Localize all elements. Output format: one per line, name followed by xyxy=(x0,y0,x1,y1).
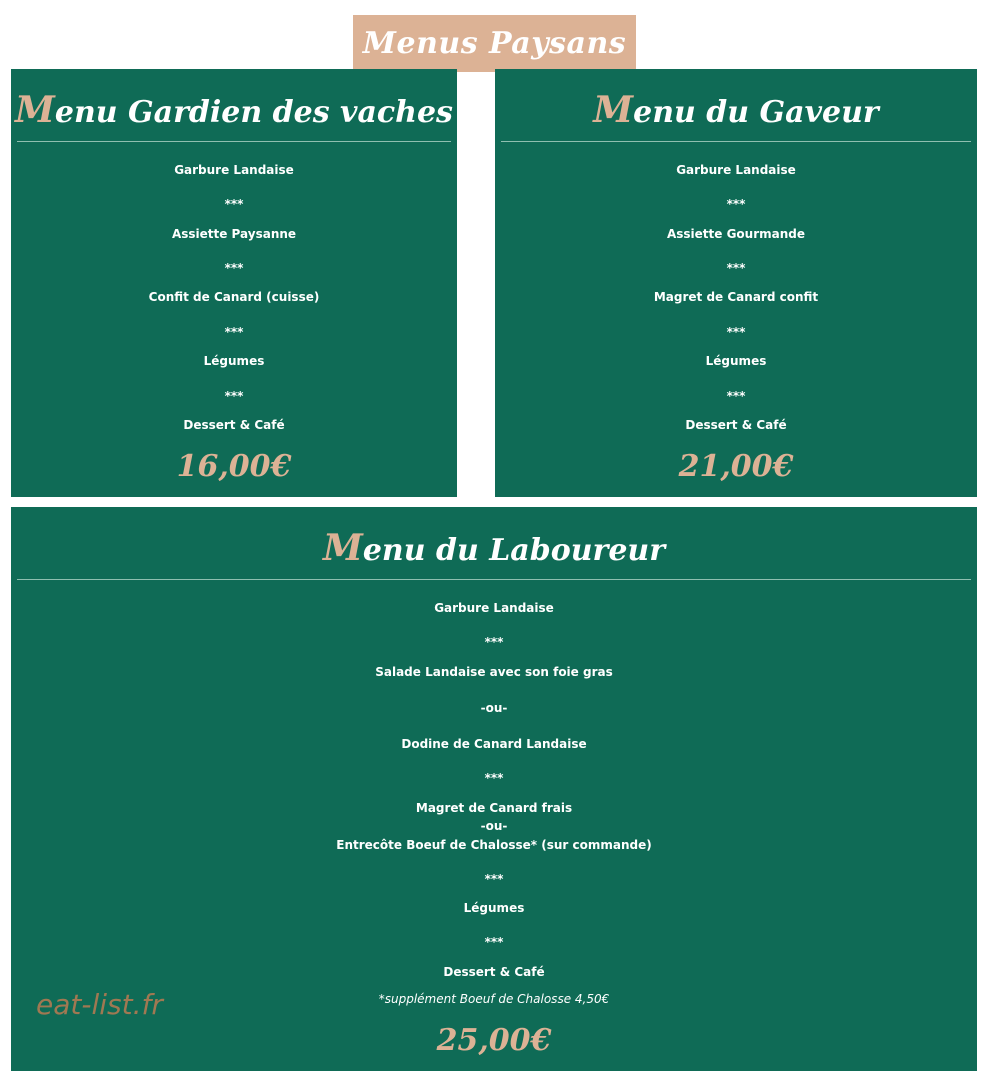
menu-title-rest: enu Gardien des vaches xyxy=(54,95,453,130)
menu-item: Assiette Gourmande xyxy=(666,227,806,241)
menu-title-initial: M xyxy=(15,89,55,131)
menu-title-initial: M xyxy=(322,527,363,569)
menu-item: Garbure Landaise xyxy=(174,163,294,177)
menu-laboureur-panel xyxy=(11,507,977,1071)
menu-separator: *** xyxy=(484,935,504,949)
menu-separator: *** xyxy=(224,389,244,403)
menu-alternative: -ou- xyxy=(480,701,508,715)
menu-item: Légumes xyxy=(705,354,767,368)
menu-item: Dodine de Canard Landaise xyxy=(401,737,587,751)
menu-price: 25,00€ xyxy=(436,1023,552,1058)
menu-item: Légumes xyxy=(463,901,525,915)
menu-item: Magret de Canard frais xyxy=(415,801,573,815)
menu-item: Salade Landaise avec son foie gras xyxy=(375,665,613,679)
menu-gardien-panel xyxy=(11,69,457,497)
menu-separator: *** xyxy=(484,771,504,785)
menu-separator: *** xyxy=(726,389,746,403)
menu-title-initial: M xyxy=(593,89,634,131)
watermark-text: eat-list.fr xyxy=(36,988,163,1021)
menu-title-rest: enu du Laboureur xyxy=(362,533,666,568)
menu-separator: *** xyxy=(484,635,504,649)
menu-separator: *** xyxy=(224,197,244,211)
menu-title-rest: enu du Gaveur xyxy=(633,95,879,130)
menu-item: Confit de Canard (cuisse) xyxy=(148,290,320,304)
menu-separator: *** xyxy=(224,261,244,275)
menu-item: Dessert & Café xyxy=(685,418,787,432)
menu-item: Garbure Landaise xyxy=(434,601,554,615)
menu-item: Dessert & Café xyxy=(183,418,285,432)
menu-title xyxy=(495,89,977,131)
menu-footnote: *supplément Boeuf de Chalosse 4,50€ xyxy=(378,992,610,1006)
menu-title xyxy=(11,527,977,569)
menu-title xyxy=(11,89,457,131)
menus-banner-title: Menus Paysans xyxy=(353,15,636,72)
menu-item: Magret de Canard confit xyxy=(653,290,819,304)
divider xyxy=(17,141,451,142)
menu-separator: *** xyxy=(726,197,746,211)
divider xyxy=(17,579,971,580)
menu-item: Légumes xyxy=(203,354,265,368)
menu-price: 16,00€ xyxy=(176,449,292,484)
menu-separator: *** xyxy=(726,325,746,339)
divider xyxy=(501,141,971,142)
menu-separator: *** xyxy=(726,261,746,275)
menu-alternative: -ou- xyxy=(480,819,508,833)
menu-item: Assiette Paysanne xyxy=(171,227,297,241)
menu-item: Dessert & Café xyxy=(443,965,545,979)
menu-price: 21,00€ xyxy=(678,449,794,484)
menu-item: Entrecôte Boeuf de Chalosse* (sur commande) xyxy=(336,838,652,852)
menu-separator: *** xyxy=(224,325,244,339)
menu-separator: *** xyxy=(484,872,504,886)
menu-gaveur-panel xyxy=(495,69,977,497)
menu-item: Garbure Landaise xyxy=(676,163,796,177)
